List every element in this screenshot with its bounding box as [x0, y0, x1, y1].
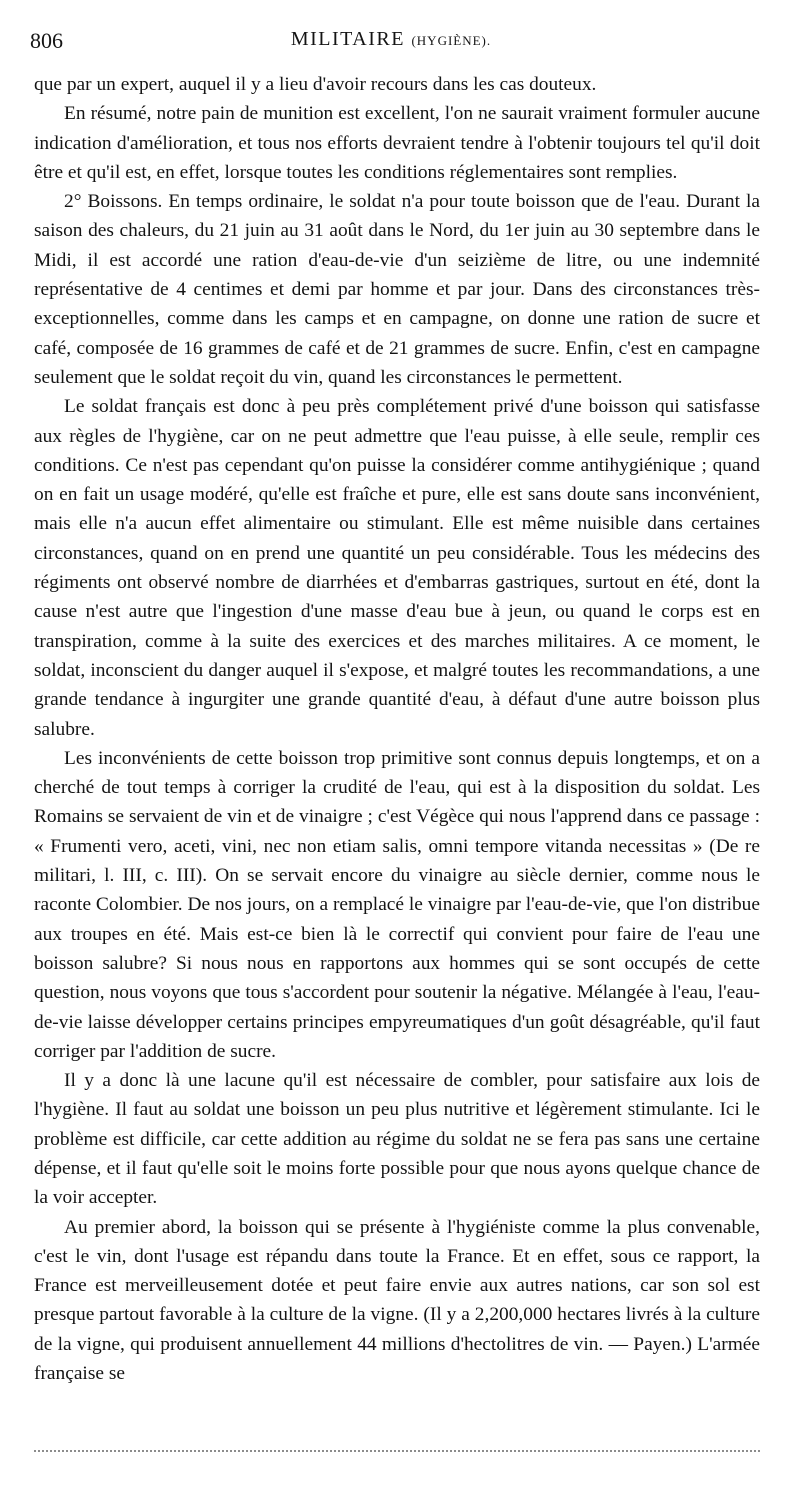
- running-head-title: MILITAIRE: [290, 28, 405, 50]
- footer-dotted-rule: [34, 1450, 760, 1452]
- page-number: 806: [30, 28, 63, 53]
- paragraph: Les inconvénients de cette boisson trop primitive sont connus depuis longtemps, et on a cherché de tout temps à corriger la crudité de l'eau, qui est à la disposition du soldat. Les Romains se servaient de vin et de vinaigre ; c'est Végèce qui nous l'apprend dans ce passage : « Frumenti vero, aceti, vini, nec non etiam salis, omni tempore vitanda necessitas » (De re militari, l. III, c. III). On se servait encore du vinaigre au siècle dernier, comme nous le raconte Colombier. De nos jours, on a remplacé le vinaigre par l'eau-de-vie, que l'on distribue aux troupes en été. Mais est-ce bien là le correctif qui convient pour faire de l'eau une boisson salubre? Si nous nous en rapportons aux hommes qui se sont occupés de cette question, nous voyons que tous s'accordent pour soutenir la négative. Mélangée à l'eau, l'eau-de-vie laisse développer certains principes empyreumatiques d'un goût désagréable, qu'il faut corriger par l'addition de sucre.: [34, 747, 760, 1062]
- paragraph: En résumé, notre pain de munition est excellent, l'on ne saurait vraiment formuler aucune indication d'amélioration, et tous nos efforts devraient tendre à l'obtenir toujours tel qu'il doit être et qu'il est, en effet, lorsque toutes les conditions réglementaires sont remplies.: [34, 103, 760, 183]
- paragraph: Au premier abord, la boisson qui se présente à l'hygiéniste comme la plus convenable, c'est le vin, dont l'usage est répandu dans toute la France. Et en effet, sous ce rapport, la France est merveilleusement dotée et peut faire envie aux autres nations, car son sol est presque partout favorable à la culture de la vigne. (Il y a 2,200,000 hectares livrés à la culture de la vigne, qui produisent annuellement 44 millions d'hectolitres de vin. — Payen.) L'armée française se: [34, 1216, 760, 1385]
- paragraph: Il y a donc là une lacune qu'il est nécessaire de combler, pour satisfaire aux lois de l'hygiène. Il faut au soldat une boisson un peu plus nutritive et légèrement stimulante. Ici le problème est difficile, car cette addition au régime du soldat ne se fera pas sans une certaine dépense, et il faut qu'elle soit le moins forte possible pour que nous ayons quelque chance de la voir accepter.: [34, 1070, 760, 1209]
- page-header: [30, 22, 752, 56]
- paragraph: 2° Boissons. En temps ordinaire, le soldat n'a pour toute boisson que de l'eau. Durant la saison des chaleurs, du 21 juin au 31 août dans le Nord, du 1er juin au 30 septembre dans le Midi, il est accordé une ration d'eau-de-vie d'un seizième de litre, ou une indemnité représentative de 4 centimes et demi par homme et par jour. Dans des circonstances très-exceptionnelles, comme dans les camps et en campagne, on donne une ration de sucre et café, composée de 16 grammes de café et de 21 grammes de sucre. Enfin, c'est en campagne seulement que le soldat reçoit du vin, quand les circonstances le permettent.: [34, 191, 760, 388]
- body-text: [34, 70, 760, 1388]
- paragraph: que par un expert, auquel il y a lieu d'avoir recours dans les cas douteux.: [34, 74, 597, 95]
- running-head-subtitle: (HYGIÈNE).: [411, 33, 492, 48]
- paragraph: Le soldat français est donc à peu près complétement privé d'une boisson qui satisfasse aux règles de l'hygiène, car on ne peut admettre que l'eau puisse, à elle seule, remplir ces conditions. Ce n'est pas cependant qu'on puisse la considérer comme antihygiénique ; quand on en fait un usage modéré, qu'elle est fraîche et pure, elle est sans doute sans inconvénient, mais elle n'a aucun effet alimentaire ou stimulant. Elle est même nuisible dans certaines circonstances, quand on en prend une quantité un peu considérable. Tous les médecins des régiments ont observé nombre de diarrhées et d'embarras gastriques, surtout en été, dont la cause n'est autre que l'ingestion d'une masse d'eau bue à jeun, ou quand le corps est en transpiration, comme à la suite des exercices et des marches militaires. A ce moment, le soldat, inconscient du danger auquel il s'expose, et malgré toutes les recommandations, a une grande tendance à ingurgiter une grande quantité d'eau, à défaut d'une autre boisson plus salubre.: [34, 396, 760, 740]
- running-head: [30, 28, 752, 51]
